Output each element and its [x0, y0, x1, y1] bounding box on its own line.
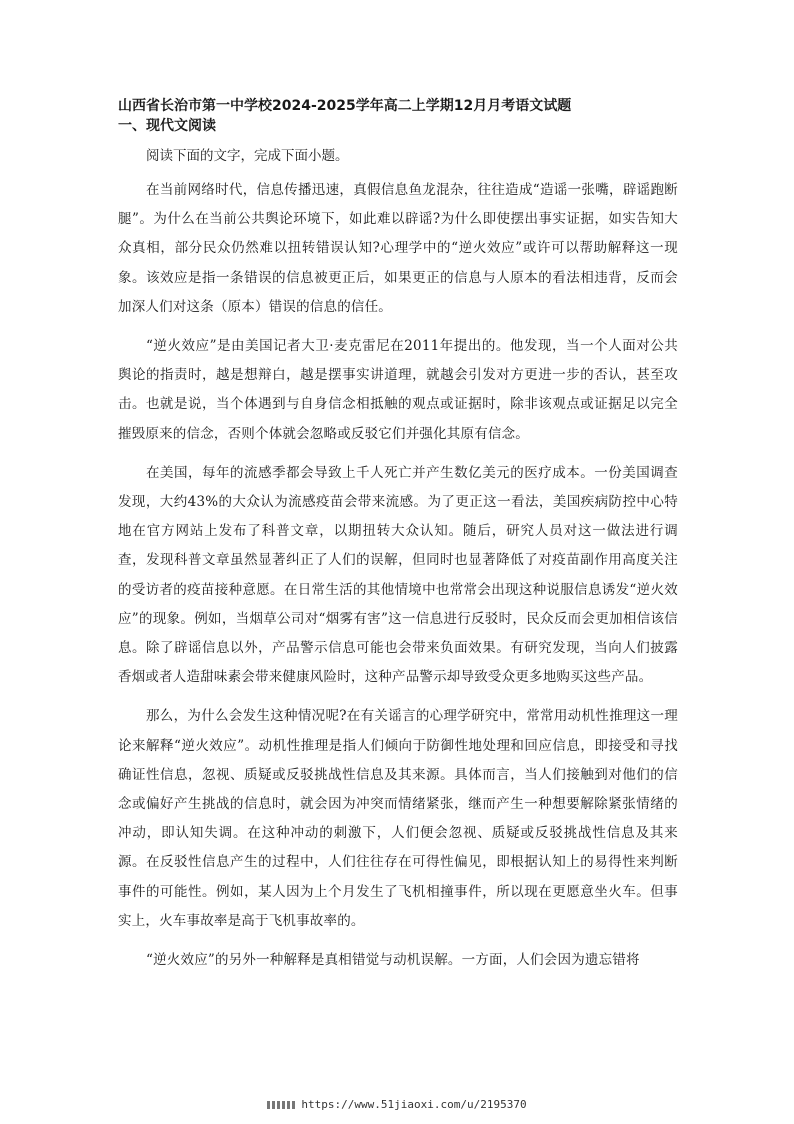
document-title: 山西省长治市第一中学校2024-2025学年高二上学期12月月考语文试题 — [118, 98, 572, 114]
section-heading: 一、现代文阅读 — [118, 118, 216, 134]
paragraph-3: 在美国，每年的流感季都会导致上千人死亡并产生数亿美元的医疗成本。一份美国调查发现，大约43%的大众认为流感疫苗会带来流感。为了更正这一看法，美国疾病防控中心特地在官方网站上发布了科普文章，以期扭转大众认知。随后，研究人员对这一做法进行调查，发现科普文章虽然显著纠正了人们的误解，但同时也显著降低了对疫苗副作用高度关注的受访者的疫苗接种意愿。在日常生活的其他情境中也常常会出现这种说服信息诱发“逆火效应”的现象。例如，当烟草公司对“烟雾有害”这一信息进行反驳时，民众反而会更加相信该信息。除了辟谣信息以外，产品警示信息可能也会带来负面效果。有研究发现，当向人们披露香烟或者人造甜味素会带来健康风险时，这种产品警示却导致受众更多地购买这些产品。 — [118, 464, 678, 686]
paragraph-4: 那么，为什么会发生这种情况呢?在有关谣言的心理学研究中，常常用动机性推理这一理论来解释“逆火效应”。动机性推理是指人们倾向于防御性地处理和回应信息，即接受和寻找确证性信息，忽视、质疑或反驳挑战性信息及其来源。具体而言，当人们接触到对他们的信念或偏好产生挑战的信息时，就会因为冲突而情绪紧张，继而产生一种想要解除紧张情绪的冲动，即认知失调。在这种冲动的刺激下，人们便会忽视、质疑或反驳挑战性信息及其来源。在反驳性信息产生的过程中，人们往往存在可得性偏见，即根据认知上的易得性来判断事件的可能性。例如，某人因为上个月发生了飞机相撞事件，所以现在更愿意坐火车。但事实上，火车事故率是高于飞机事故率的。 — [118, 708, 678, 929]
document-page — [118, 96, 678, 985]
paragraph-1: 在当前网络时代，信息传播迅速，真假信息鱼龙混杂，往往造成“造谣一张嘴，辟谣跑断腿”。为什么在当前公共舆论环境下，如此难以辟谣?为什么即使摆出事实证据，如实告知大众真相，部分民众仍然难以扭转错误认知?心理学中的“逆火效应”或许可以帮助解释这一现象。该效应是指一条错误的信息被更正后，如果更正的信息与人原本的看法相违背，反而会加深人们对这条（原本）错误的信息的信任。 — [118, 182, 678, 315]
site-logo-icon — [267, 1101, 297, 1109]
page-footer — [0, 1098, 794, 1112]
reading-instruction: 阅读下面的文字，完成下面小题。 — [146, 148, 349, 164]
paragraph-2: “逆火效应”是由美国记者大卫·麦克雷尼在2011年提出的。他发现，当一个人面对公共舆论的指责时，越是想辩白，越是摆事实讲道理，就越会引发对方更进一步的否认，甚至攻击。也就是说，当个体遇到与自身信念相抵触的观点或证据时，除非该观点或证据足以完全摧毁原来的信念，否则个体就会忽略或反驳它们并强化其原有信念。 — [118, 338, 678, 442]
footer-url[interactable]: https://www.51jiaoxi.com/u/2195370 — [301, 1098, 527, 1111]
paragraph-5: “逆火效应”的另外一种解释是真相错觉与动机误解。一方面，人们会因为遗忘错将 — [146, 952, 640, 969]
